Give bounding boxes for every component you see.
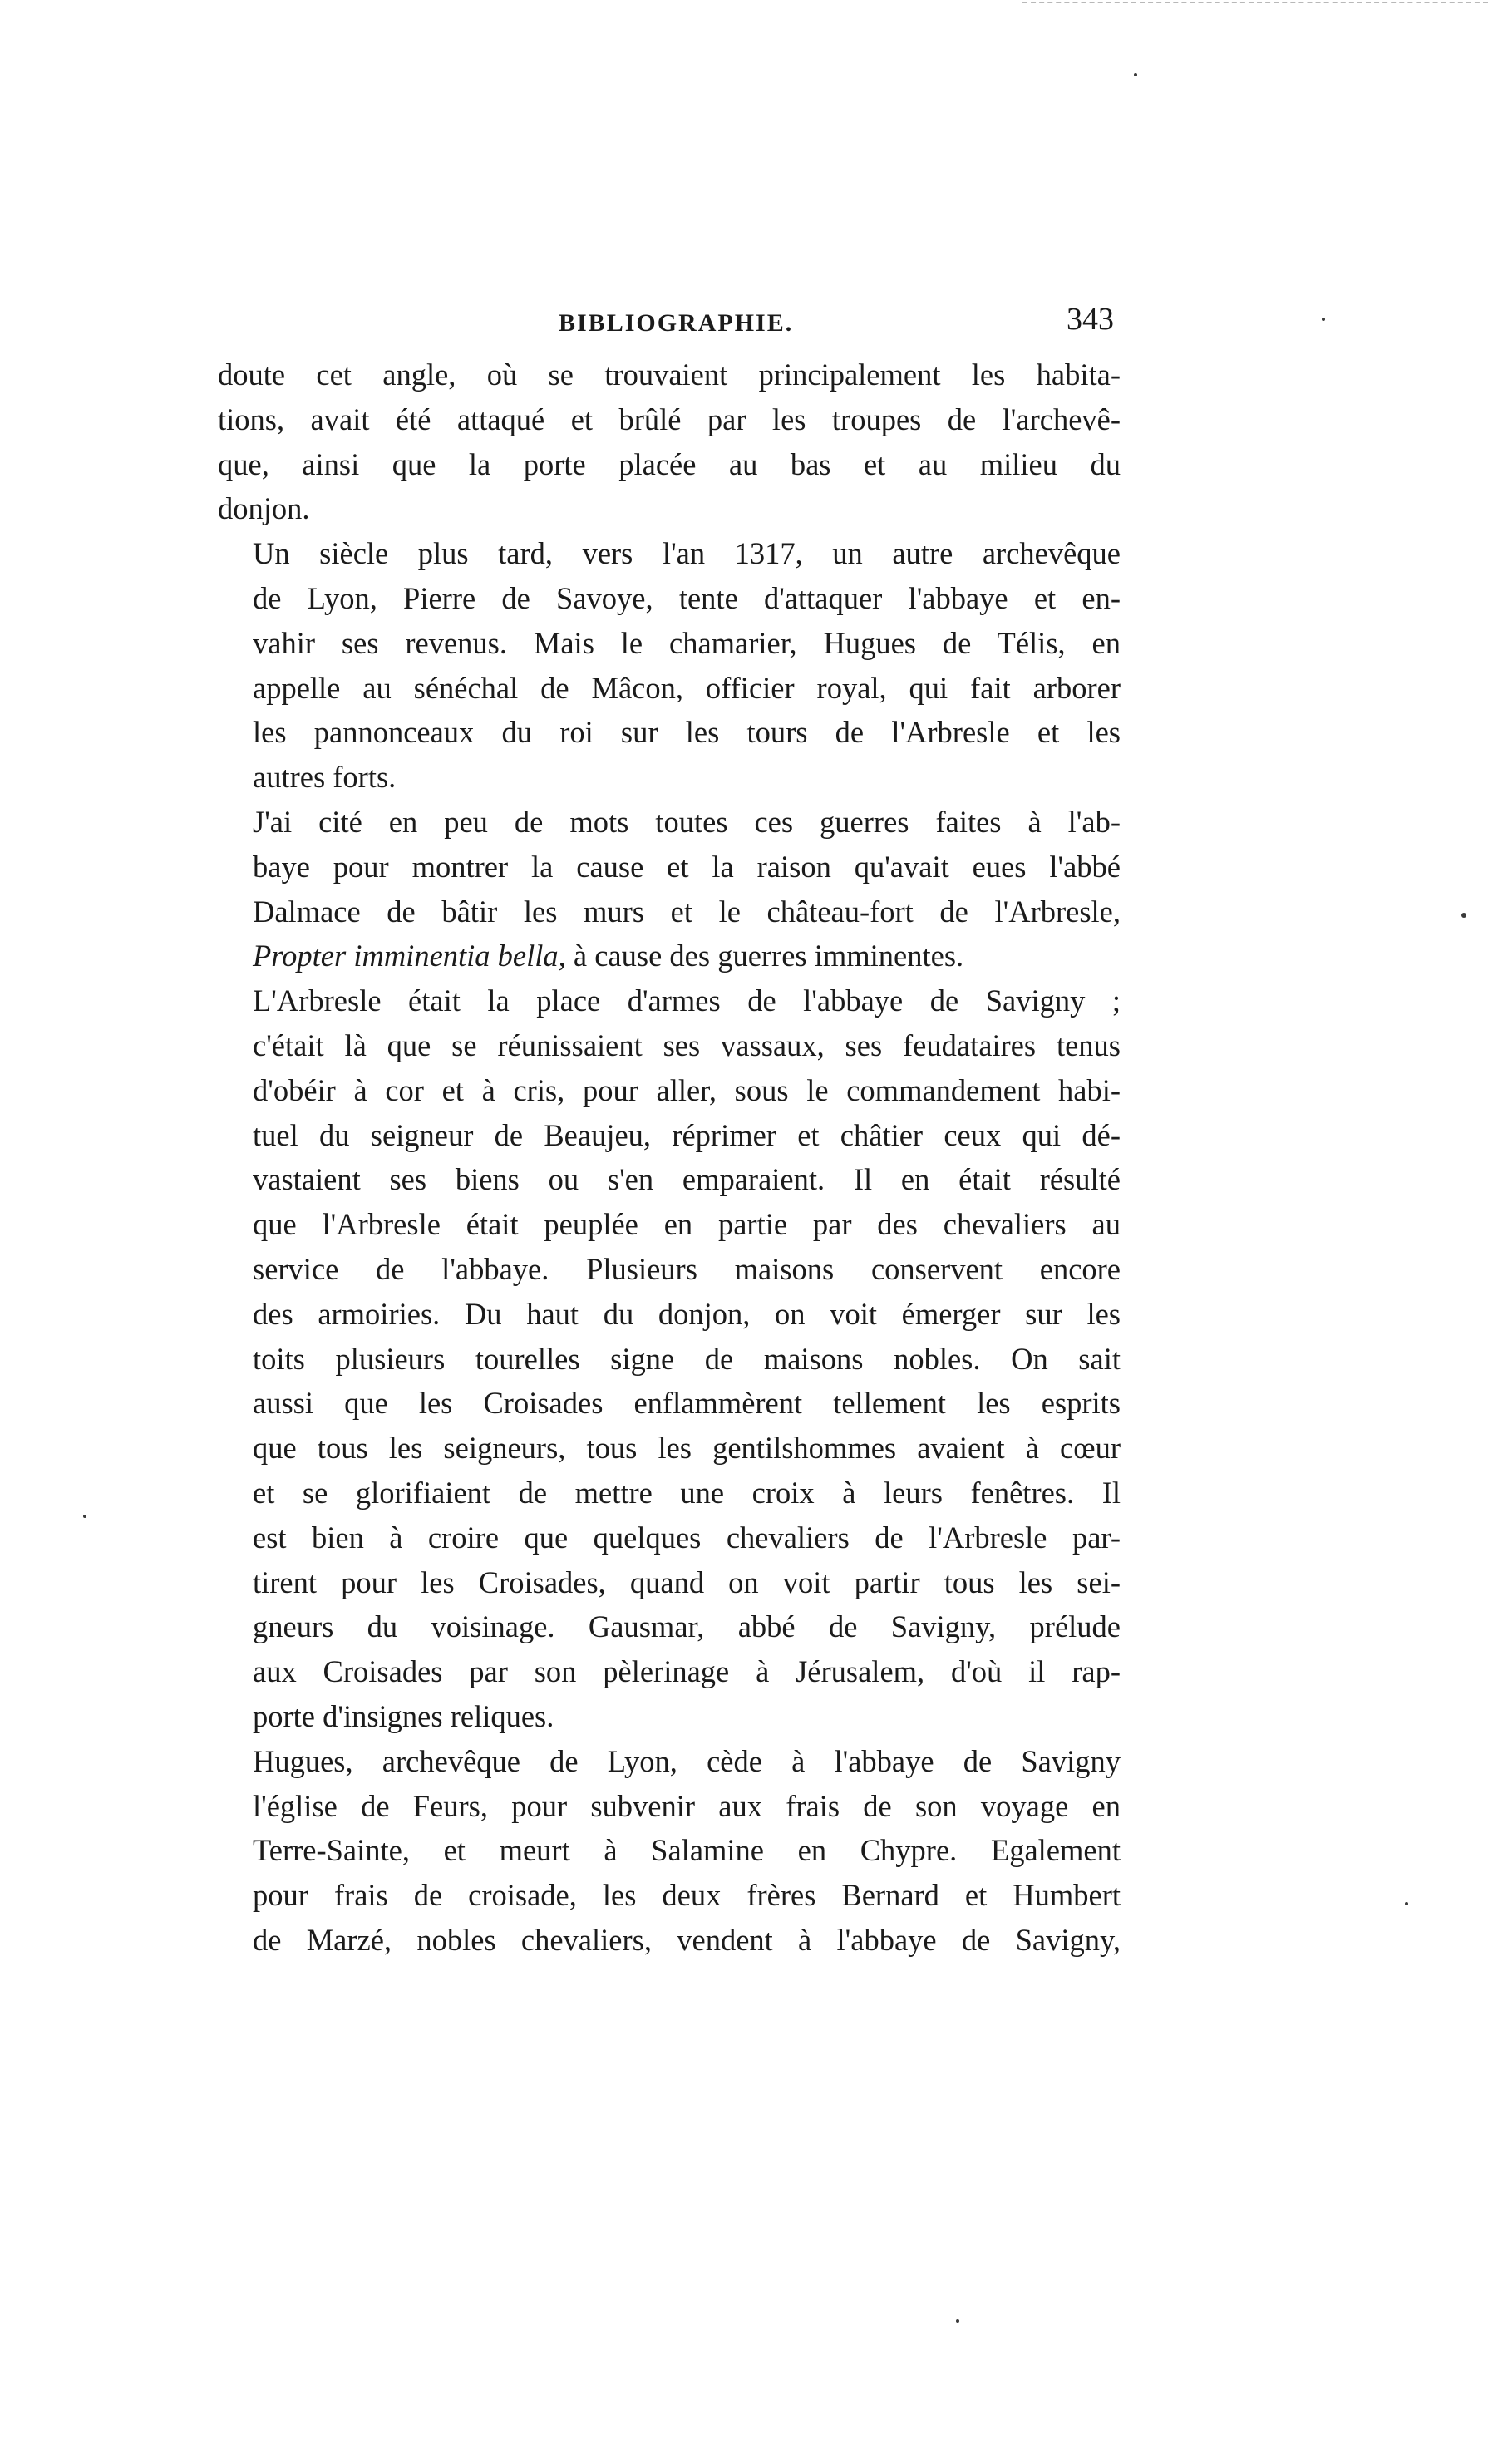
paragraph-1 <box>218 352 1121 531</box>
text-line: que, ainsi que la porte placée au bas et au milieu du <box>218 446 1121 481</box>
scan-speck <box>1405 1902 1408 1905</box>
paragraph-3 <box>218 800 1121 978</box>
text-line: tions, avait été attaqué et brûlé par les troupes de l'archevê- <box>218 402 1121 436</box>
text-line: donjon. <box>218 491 310 526</box>
text-line: autres forts. <box>253 760 397 795</box>
text-line: d'obéir à cor et à cris, pour aller, sous le commandement habi- <box>253 1072 1121 1107</box>
scan-speck <box>956 2319 959 2323</box>
paragraph-4 <box>218 978 1121 1739</box>
body-text <box>218 352 1121 1963</box>
text-line: gneurs du voisinage. Gausmar, abbé de Savigny, prélude <box>253 1609 1121 1644</box>
text-line: tuel du seigneur de Beaujeu, réprimer et châtier ceux qui dé- <box>253 1117 1121 1152</box>
text-line: que tous les seigneurs, tous les gentilshommes avaient à cœur <box>253 1431 1121 1466</box>
text-span: à cause des guerres imminentes. <box>565 939 964 973</box>
scan-speck <box>83 1515 86 1518</box>
text-line: aux Croisades par son pèlerinage à Jérusalem, d'où il rap- <box>253 1654 1121 1689</box>
text-line: Hugues, archevêque de Lyon, cède à l'abbaye de Savigny <box>253 1743 1121 1778</box>
page-number: 343 <box>1067 302 1114 337</box>
text-line: des armoiries. Du haut du donjon, on voit émerger sur les <box>253 1296 1121 1331</box>
text-line: J'ai cité en peu de mots toutes ces guerres faites à l'ab- <box>253 804 1121 839</box>
text-line: Terre-Sainte, et meurt à Salamine en Chypre. Egalement <box>253 1833 1121 1868</box>
page-header <box>218 301 1121 351</box>
text-line: et se glorifiaient de mettre une croix à leurs fenêtres. Il <box>253 1475 1121 1510</box>
text-line: pour frais de croisade, les deux frères Bernard et Humbert <box>253 1878 1121 1913</box>
running-head: BIBLIOGRAPHIE. <box>559 309 794 337</box>
text-line: l'église de Feurs, pour subvenir aux frais de son voyage en <box>253 1788 1121 1823</box>
text-line: service de l'abbaye. Plusieurs maisons conservent encore <box>253 1251 1121 1286</box>
text-line: Un siècle plus tard, vers l'an 1317, un autre archevêque <box>253 536 1121 571</box>
text-line: appelle au sénéchal de Mâcon, officier royal, qui fait arborer <box>253 670 1121 705</box>
text-line: aussi que les Croisades enflammèrent tellement les esprits <box>253 1386 1121 1421</box>
text-line: toits plusieurs tourelles signe de maisons nobles. On sait <box>253 1341 1121 1376</box>
text-line: porte d'insignes reliques. <box>253 1698 554 1733</box>
text-line: de Lyon, Pierre de Savoye, tente d'attaquer l'abbaye et en- <box>253 580 1121 615</box>
text-line: doute cet angle, où se trouvaient principalement les habita- <box>218 357 1121 392</box>
text-line <box>218 934 1121 978</box>
text-line: tirent pour les Croisades, quand on voit partir tous les sei- <box>253 1565 1121 1599</box>
text-line: L'Arbresle était la place d'armes de l'abbaye de Savigny ; <box>253 983 1121 1018</box>
text-line: les pannonceaux du roi sur les tours de l'Arbresle et les <box>253 715 1121 750</box>
text-line: c'était là que se réunissaient ses vassaux, ses feudataires tenus <box>253 1027 1121 1062</box>
scan-speck <box>1322 318 1325 321</box>
text-line: baye pour montrer la cause et la raison qu'avait eues l'abbé <box>253 849 1121 884</box>
paragraph-5 <box>218 1739 1121 1963</box>
text-line: Dalmace de bâtir les murs et le château-fort de l'Arbresle, <box>253 894 1121 929</box>
text-line: vahir ses revenus. Mais le chamarier, Hugues de Télis, en <box>253 625 1121 660</box>
latin-phrase: Propter imminentia bella, <box>253 939 566 973</box>
text-line: vastaient ses biens ou s'en emparaient. Il en était résulté <box>253 1162 1121 1197</box>
top-edge-rule <box>1022 2 1488 3</box>
paragraph-2 <box>218 531 1121 800</box>
scan-speck <box>1134 73 1137 76</box>
text-line: que l'Arbresle était peuplée en partie par des chevaliers au <box>253 1207 1121 1242</box>
text-line: de Marzé, nobles chevaliers, vendent à l'abbaye de Savigny, <box>253 1922 1121 1957</box>
scan-speck <box>1461 913 1466 918</box>
text-line: est bien à croire que quelques chevaliers de l'Arbresle par- <box>253 1520 1121 1555</box>
